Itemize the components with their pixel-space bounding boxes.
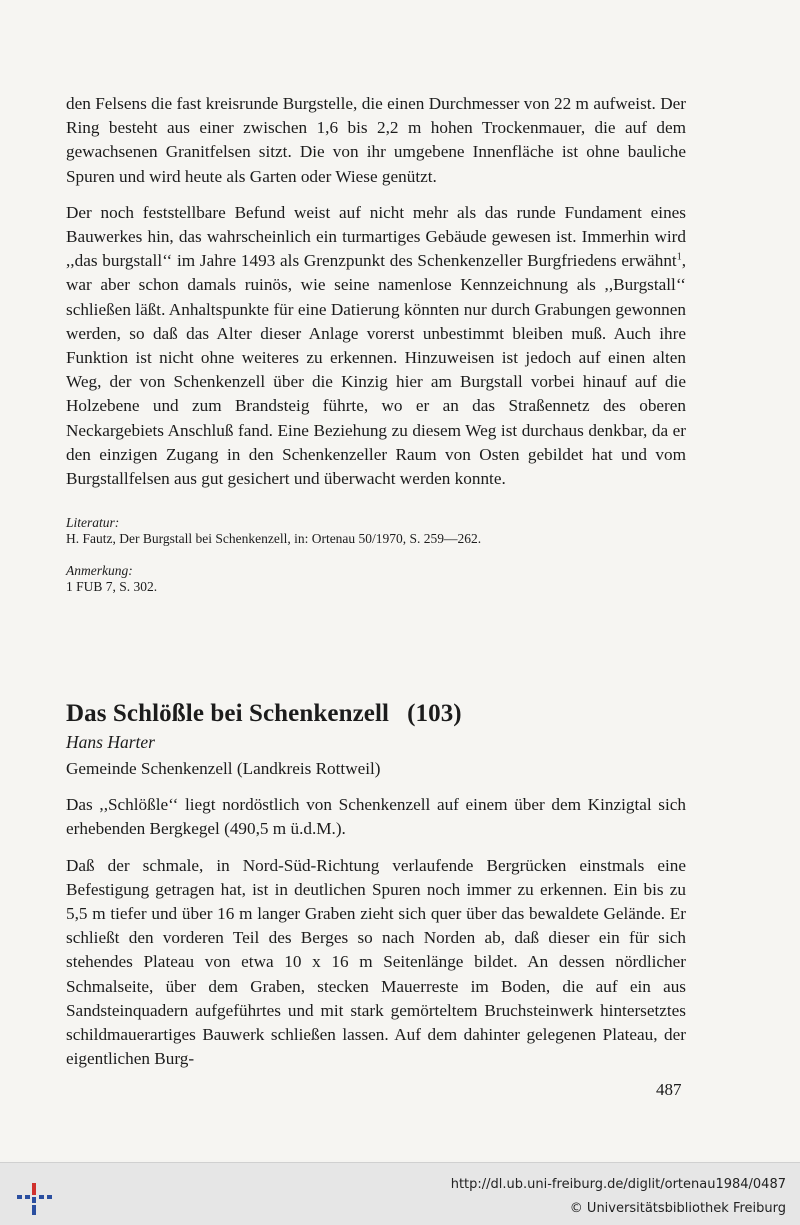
footnote-marker: 1	[676, 251, 682, 263]
section-schloessle	[66, 700, 686, 1071]
page-number: 487	[656, 1080, 682, 1099]
paragraph-2	[66, 201, 686, 491]
paragraph-2-text-b: , war aber schon damals ruinös, wie seine namenlose Kennzeichnung als ,,Burgstall‘‘ schließen läßt. Anhaltspunkte für eine Datierung könnten nur durch Grabungen gewonnen werden, so daß das Alter dieser Anlage vorerst unbestimmt bleiben muß. Auch ihre Funktion ist nicht ohne weiteres zu erkennen. Hinzuweisen ist jedoch auf einen alten Weg, der von Schenkenzell über die Kinzig hier am Burgstall vorbei hinauf auf die Holzebene und zum Brandsteig führte, wo er an das Straßennetz des oberen Neckargebiets Anschluß fand. Eine Beziehung zu diesem Weg ist durchaus denkbar, da er den einzigen Zugang in den Schenkenzeller Raum von Osten gebildet hat und vom Burgstallfelsen aus gut gesichert und überwacht werden konnte.	[66, 251, 686, 489]
copyright-notice: © Universitätsbibliothek Freiburg	[569, 1201, 786, 1216]
literature-block	[66, 515, 686, 547]
paragraph-1: den Felsens die fast kreisrunde Burgstelle, die einen Durchmesser von 22 m aufweist. Der Ring besteht aus einer zwischen 1,6 bis 2,2 m hohen Trockenmauer, die auf dem gewachsenen Granitfelsen sitzt. Die von ihr umgebene Innenfläche ist ohne bauliche Spuren und wird heute als Garten oder Wiese genützt.	[66, 94, 686, 186]
annotation-block	[66, 563, 686, 595]
paragraph-2-text-a: Der noch feststellbare Befund weist auf nicht mehr als das runde Fundament eines Bauwerkes hin, das wahrscheinlich ein turmartiges Gebäude gewesen ist. Immerhin wird ,,das burgstall‘‘ im Jahre 1493 als Grenzpunkt des Schenkenzeller Burgfriedens erwähnt	[66, 202, 686, 271]
author-name: Hans Harter	[66, 732, 155, 752]
annotation-text: 1 FUB 7, S. 302.	[66, 579, 158, 595]
literature-text: H. Fautz, Der Burgstall bei Schenkenzell, in: Ortenau 50/1970, S. 259—262.	[66, 531, 482, 547]
intro-paragraph: Das ,,Schlößle‘‘ liegt nordöstlich von Schenkenzell auf einem über dem Kinzigtal sich erhebenden Bergkegel (490,5 m ü.d.M.).	[66, 795, 686, 839]
section-burgstall	[66, 92, 686, 595]
location-line: Gemeinde Schenkenzell (Landkreis Rottweil)	[66, 759, 381, 778]
annotation-label: Anmerkung:	[66, 563, 133, 579]
literature-label: Literatur:	[66, 515, 120, 531]
section-heading	[66, 700, 686, 728]
section-title: Das Schlößle bei Schenkenzell	[66, 700, 390, 727]
ub-freiburg-logo-icon	[14, 1181, 54, 1217]
body-paragraph: Daß der schmale, in Nord-Süd-Richtung verlaufende Bergrücken einstmals eine Befestigung getragen hat, ist in deutlichen Spuren noch immer zu erkennen. Ein bis zu 5,5 m tiefer und über 16 m langer Graben zieht sich quer über das bewaldete Gelände. Er schließt den vorderen Teil des Berges so nach Norden ab, daß dieser ein für sich stehendes Plateau von etwa 10 x 16 m Seitenlänge bildet. An dessen nördlicher Schmalseite, über dem Graben, stecken Mauerreste im Boden, die auf ein aus Sandsteinquadern aufgeführtes und mit stark gemörteltem Bruchsteinwerk hintersetztes schildmauerartiges Bauwerk schließen lassen. Auf dem dahinter gelegenen Plateau, der eigentlichen Burg-	[66, 855, 686, 1069]
repository-footer	[0, 1162, 800, 1225]
section-number: (103)	[407, 700, 462, 727]
permalink[interactable]: http://dl.ub.uni-freiburg.de/diglit/ortenau1984/0487	[450, 1177, 786, 1192]
